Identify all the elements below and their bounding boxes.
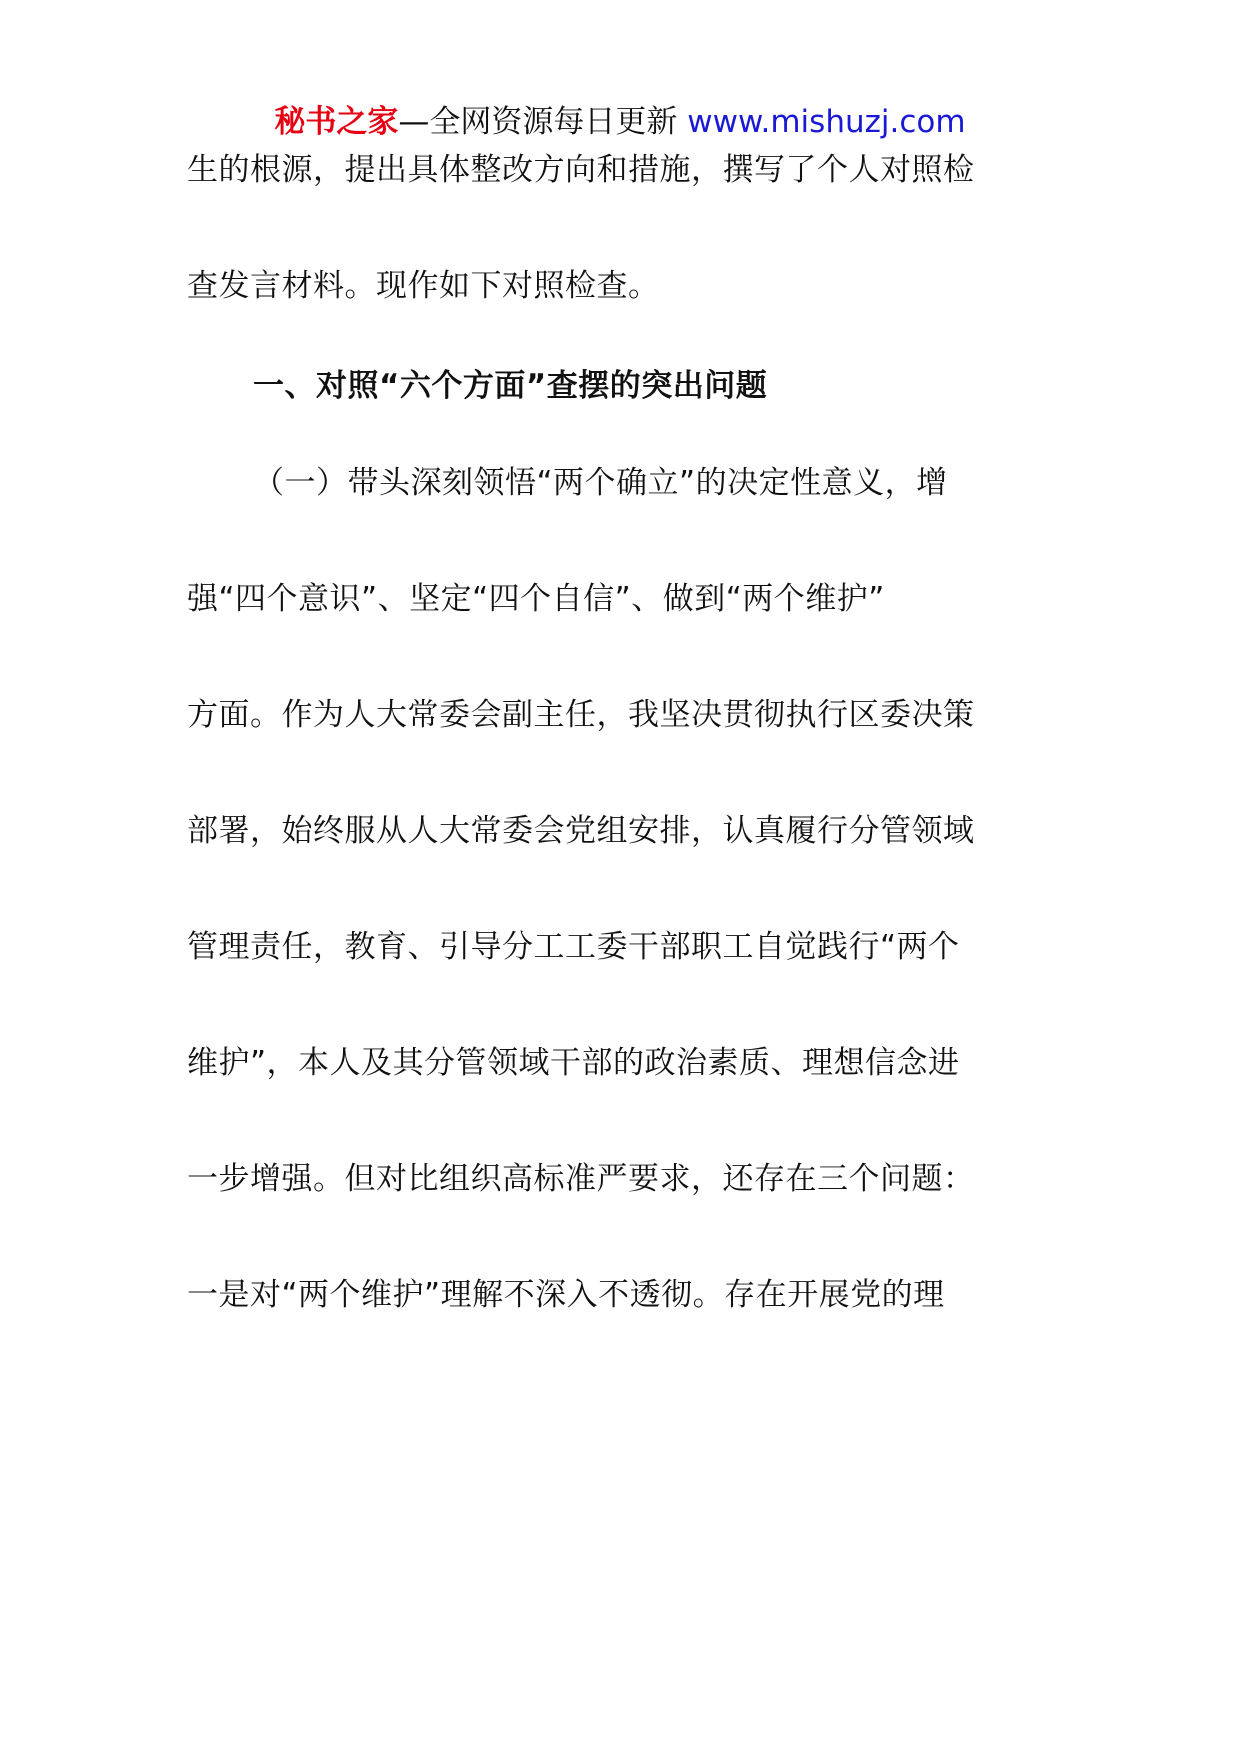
- paragraph-line: 部署，始终服从人大常委会党组安排，认真履行分管领域: [187, 813, 975, 849]
- page-header: [0, 100, 1240, 144]
- section-heading: 一、对照“六个方面”查摆的突出问题: [253, 368, 768, 404]
- subsection-heading: （一）带头深刻领悟“两个确立”的决定性意义，增: [253, 465, 948, 501]
- paragraph-line: 方面。作为人大常委会副主任，我坚决贯彻执行区委决策: [187, 697, 975, 733]
- header-tagline: —全网资源每日更新: [398, 104, 678, 140]
- paragraph-line: 维护”，本人及其分管领域干部的政治素质、理想信念进: [187, 1045, 960, 1081]
- site-link[interactable]: www.mishuzj.com: [687, 104, 966, 140]
- paragraph-line: 生的根源，提出具体整改方向和措施，撰写了个人对照检: [187, 152, 975, 188]
- paragraph-line: 一步增强。但对比组织高标准严要求，还存在三个问题：: [187, 1161, 975, 1197]
- paragraph-line: 强“四个意识”、坚定“四个自信”、做到“两个维护”: [187, 581, 885, 617]
- paragraph-line: 管理责任，教育、引导分工工委干部职工自觉践行“两个: [187, 929, 960, 965]
- brand-name: 秘书之家: [274, 104, 399, 140]
- paragraph-line: 查发言材料。现作如下对照检查。: [187, 268, 660, 304]
- paragraph-line: 一是对“两个维护”理解不深入不透彻。存在开展党的理: [187, 1277, 945, 1313]
